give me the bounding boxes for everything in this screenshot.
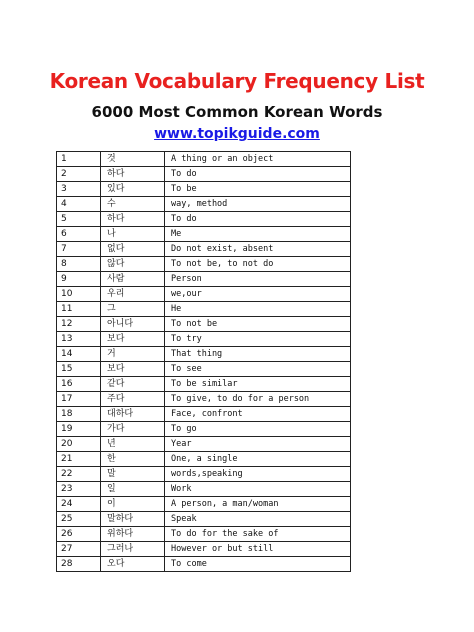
row-number-cell: 17 [57, 392, 101, 407]
korean-word-cell: 같다 [101, 377, 165, 392]
vocabulary-table-body [57, 152, 351, 572]
row-number-cell: 22 [57, 467, 101, 482]
row-number-cell: 12 [57, 317, 101, 332]
korean-word-cell: 것 [101, 152, 165, 167]
table-row [57, 317, 351, 332]
korean-word-cell: 그러나 [101, 542, 165, 557]
english-meaning-cell: Face, confront [165, 407, 351, 422]
table-row [57, 497, 351, 512]
table-row [57, 212, 351, 227]
korean-word-cell: 대하다 [101, 407, 165, 422]
table-row [57, 452, 351, 467]
korean-word-cell: 아니다 [101, 317, 165, 332]
korean-word-cell: 위하다 [101, 527, 165, 542]
korean-word-cell: 보다 [101, 362, 165, 377]
table-row [57, 542, 351, 557]
table-row [57, 242, 351, 257]
english-meaning-cell: Work [165, 482, 351, 497]
english-meaning-cell: Year [165, 437, 351, 452]
korean-word-cell: 말 [101, 467, 165, 482]
row-number-cell: 6 [57, 227, 101, 242]
row-number-cell: 13 [57, 332, 101, 347]
table-row [57, 467, 351, 482]
english-meaning-cell: To see [165, 362, 351, 377]
english-meaning-cell: To be similar [165, 377, 351, 392]
row-number-cell: 11 [57, 302, 101, 317]
english-meaning-cell: words,speaking [165, 467, 351, 482]
table-row [57, 182, 351, 197]
table-row [57, 362, 351, 377]
table-row [57, 257, 351, 272]
table-row [57, 302, 351, 317]
page-subtitle: 6000 Most Common Korean Words [91, 103, 383, 121]
row-number-cell: 19 [57, 422, 101, 437]
table-row [57, 197, 351, 212]
korean-word-cell: 주다 [101, 392, 165, 407]
korean-word-cell: 이 [101, 497, 165, 512]
english-meaning-cell: To do [165, 167, 351, 182]
korean-word-cell: 오다 [101, 557, 165, 572]
english-meaning-cell: To come [165, 557, 351, 572]
english-meaning-cell: To try [165, 332, 351, 347]
row-number-cell: 4 [57, 197, 101, 212]
page-title: Korean Vocabulary Frequency List [49, 69, 425, 93]
korean-word-cell: 없다 [101, 242, 165, 257]
row-number-cell: 28 [57, 557, 101, 572]
table-row [57, 512, 351, 527]
table-row [57, 437, 351, 452]
korean-word-cell: 우리 [101, 287, 165, 302]
table-row [57, 392, 351, 407]
korean-word-cell: 한 [101, 452, 165, 467]
korean-word-cell: 나 [101, 227, 165, 242]
row-number-cell: 8 [57, 257, 101, 272]
english-meaning-cell: To do [165, 212, 351, 227]
korean-word-cell: 일 [101, 482, 165, 497]
english-meaning-cell: That thing [165, 347, 351, 362]
korean-word-cell: 수 [101, 197, 165, 212]
row-number-cell: 1 [57, 152, 101, 167]
row-number-cell: 2 [57, 167, 101, 182]
row-number-cell: 5 [57, 212, 101, 227]
english-meaning-cell: way, method [165, 197, 351, 212]
table-row [57, 377, 351, 392]
row-number-cell: 10 [57, 287, 101, 302]
english-meaning-cell: To not be [165, 317, 351, 332]
row-number-cell: 21 [57, 452, 101, 467]
row-number-cell: 7 [57, 242, 101, 257]
row-number-cell: 18 [57, 407, 101, 422]
english-meaning-cell: To do for the sake of [165, 527, 351, 542]
english-meaning-cell: we,our [165, 287, 351, 302]
korean-word-cell: 있다 [101, 182, 165, 197]
row-number-cell: 3 [57, 182, 101, 197]
english-meaning-cell: One, a single [165, 452, 351, 467]
korean-word-cell: 년 [101, 437, 165, 452]
english-meaning-cell: Do not exist, absent [165, 242, 351, 257]
table-row [57, 527, 351, 542]
row-number-cell: 25 [57, 512, 101, 527]
row-number-cell: 14 [57, 347, 101, 362]
korean-word-cell: 말하다 [101, 512, 165, 527]
korean-word-cell: 보다 [101, 332, 165, 347]
english-meaning-cell: Person [165, 272, 351, 287]
row-number-cell: 15 [57, 362, 101, 377]
row-number-cell: 26 [57, 527, 101, 542]
website-line [0, 124, 474, 144]
korean-word-cell: 하다 [101, 167, 165, 182]
korean-word-cell: 하다 [101, 212, 165, 227]
english-meaning-cell: Me [165, 227, 351, 242]
row-number-cell: 27 [57, 542, 101, 557]
row-number-cell: 23 [57, 482, 101, 497]
table-row [57, 347, 351, 362]
english-meaning-cell: A person, a man/woman [165, 497, 351, 512]
english-meaning-cell: Speak [165, 512, 351, 527]
english-meaning-cell: To not be, to not do [165, 257, 351, 272]
english-meaning-cell: To be [165, 182, 351, 197]
table-row [57, 557, 351, 572]
vocabulary-table [56, 151, 351, 572]
row-number-cell: 9 [57, 272, 101, 287]
row-number-cell: 16 [57, 377, 101, 392]
korean-word-cell: 가다 [101, 422, 165, 437]
table-row [57, 167, 351, 182]
table-row [57, 332, 351, 347]
korean-word-cell: 그 [101, 302, 165, 317]
table-row [57, 287, 351, 302]
korean-word-cell: 사람 [101, 272, 165, 287]
table-row [57, 152, 351, 167]
english-meaning-cell: To go [165, 422, 351, 437]
table-row [57, 272, 351, 287]
row-number-cell: 24 [57, 497, 101, 512]
table-row [57, 482, 351, 497]
row-number-cell: 20 [57, 437, 101, 452]
korean-word-cell: 않다 [101, 257, 165, 272]
english-meaning-cell: He [165, 302, 351, 317]
english-meaning-cell: To give, to do for a person [165, 392, 351, 407]
table-row [57, 227, 351, 242]
english-meaning-cell: However or but still [165, 542, 351, 557]
korean-word-cell: 거 [101, 347, 165, 362]
table-row [57, 422, 351, 437]
table-row [57, 407, 351, 422]
website-link[interactable]: www.topikguide.com [154, 126, 320, 142]
english-meaning-cell: A thing or an object [165, 152, 351, 167]
